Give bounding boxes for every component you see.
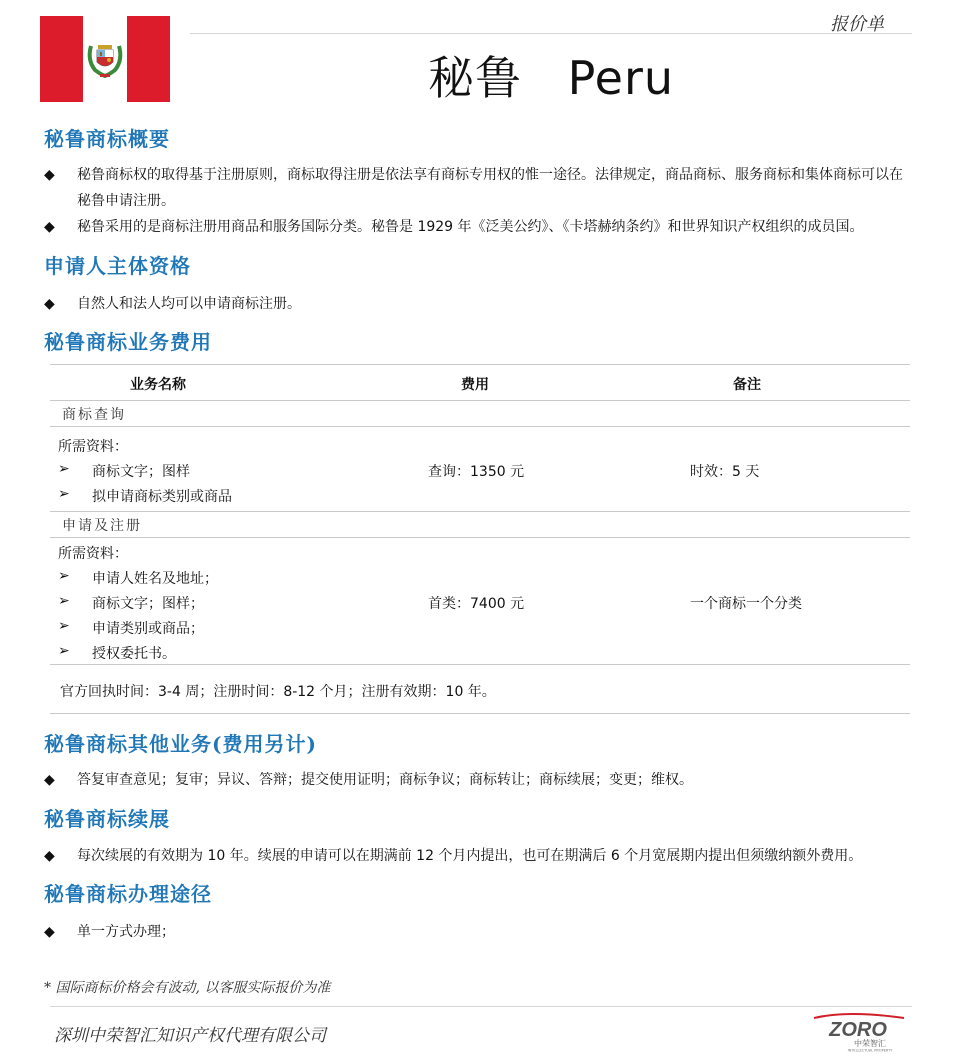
note-value: 时效：5 天 [690,464,760,480]
coat-of-arms-icon [83,16,127,102]
section-title-channels: 秘鲁商标办理途径 [44,882,212,906]
list-item [44,291,904,317]
zoro-logo [808,1012,908,1052]
bullet-icon: ◆ [44,924,55,940]
requirement-text: 申请类别或商品； [92,621,204,637]
page-title-cn: 秘鲁 [427,51,522,105]
requirement-text: 商标文字；图样； [92,596,204,612]
footer-divider [50,1006,912,1007]
requirements-title: 所需资料： [58,439,128,455]
table-divider [50,664,910,665]
table-header-note: 备注 [733,377,761,393]
list-item [44,919,904,945]
flag-red-stripe-right [127,16,170,102]
bullet-icon: ◆ [44,772,55,788]
list-item [44,162,904,214]
list-item [44,767,904,793]
bullet-icon: ◆ [44,167,55,183]
arrow-bullet-icon: ➢ [58,643,70,659]
requirement-item [58,461,190,481]
requirement-item [58,593,204,613]
list-item-text: 单一方式办理； [77,924,175,940]
quote-label: 报价单 [830,14,884,35]
header-divider [190,33,912,34]
logo-subtext: 中荣智汇 [854,1039,886,1048]
section-title-applicant: 申请人主体资格 [44,254,191,278]
service-name-registration: 申请及注册 [62,518,142,534]
fee-value: 首类：7400 元 [428,596,525,612]
table-top-border [50,364,910,365]
requirement-text: 商标文字；图样 [92,464,190,480]
requirement-text: 授权委托书。 [92,646,176,662]
arrow-bullet-icon: ➢ [58,618,70,634]
section-title-fees: 秘鲁商标业务费用 [44,330,212,354]
requirement-item [58,643,176,663]
section-title-other: 秘鲁商标其他业务(费用另计) [44,732,317,756]
company-name: 深圳中荣智汇知识产权代理有限公司 [54,1026,326,1046]
list-item-text: 每次续展的有效期为 10 年。续展的申请可以在期满前 12 个月内提出，也可在期满后 6 个月宽展期内提出但须缴纳额外费用。 [77,848,863,864]
table-divider [50,400,910,401]
list-item-text: 秘鲁商标权的取得基于注册原则，商标取得注册是依法享有商标专用权的惟一途径。法律规定，商品商标、服务商标和集体商标可以在秘鲁申请注册。 [77,167,903,209]
arrow-bullet-icon: ➢ [58,486,70,502]
table-header-fee: 费用 [461,377,489,393]
service-name-search: 商标查询 [62,407,126,423]
list-item-text: 答复审查意见；复审；异议、答辩；提交使用证明；商标争议；商标转让；商标续展；变更；维权。 [77,772,693,788]
table-footer-timeline: 官方回执时间：3-4 周；注册时间：8-12 个月；注册有效期：10 年。 [60,684,496,700]
fee-value: 查询：1350 元 [428,464,525,480]
peru-flag [40,16,170,102]
bullet-icon: ◆ [44,219,55,235]
requirement-text: 申请人姓名及地址； [92,571,218,587]
arrow-bullet-icon: ➢ [58,593,70,609]
flag-red-stripe-left [40,16,83,102]
logo-text: ZORO [829,1019,887,1041]
note-value: 一个商标一个分类 [690,596,802,612]
list-item [44,843,904,869]
page-title-en: Peru [567,51,675,105]
price-disclaimer: * 国际商标价格会有波动, 以客服实际报价为准 [44,980,331,996]
table-divider [50,426,910,427]
bullet-icon: ◆ [44,848,55,864]
table-divider [50,537,910,538]
bullet-icon: ◆ [44,296,55,312]
table-divider [50,511,910,512]
arrow-bullet-icon: ➢ [58,461,70,477]
section-title-renewal: 秘鲁商标续展 [44,807,170,831]
requirement-item [58,486,232,506]
requirement-item [58,568,218,588]
list-item [44,214,904,240]
requirement-item [58,618,204,638]
table-bottom-border [50,713,910,714]
table-header-service: 业务名称 [130,377,186,393]
list-item-text: 自然人和法人均可以申请商标注册。 [77,296,301,312]
page-title [190,42,912,108]
section-title-overview: 秘鲁商标概要 [44,127,170,151]
logo-tagline: INTELLECTUAL PROPERTY [847,1048,893,1052]
list-item-text: 秘鲁采用的是商标注册用商品和服务国际分类。秘鲁是 1929 年《泛美公约》、《卡塔赫纳条约》和世界知识产权组织的成员国。 [77,219,864,235]
arrow-bullet-icon: ➢ [58,568,70,584]
flag-white-stripe [83,16,127,102]
requirement-text: 拟申请商标类别或商品 [92,489,232,505]
requirements-title: 所需资料： [58,546,128,562]
